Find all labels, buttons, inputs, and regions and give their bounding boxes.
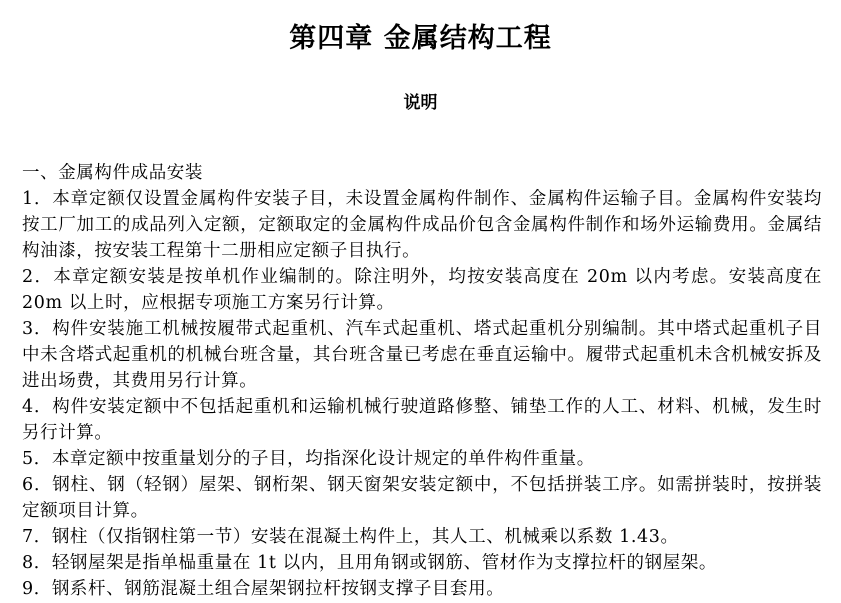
section-subtitle: 说明: [403, 93, 438, 113]
paragraph-3: 3．构件安装施工机械按履带式起重机、汽车式起重机、塔式起重机分别编制。其中塔式起重机子目中未含塔式起重机的机械台班含量，其台班含量已考虑在垂直运输中。履带式起重机未含机械安拆及进出场费，其费用另行计算。: [22, 319, 822, 391]
paragraph-2: 2．本章定额安装是按单机作业编制的。除注明外，均按安装高度在 20m 以内考虑。安装高度在 20m 以上时，应根据专项施工方案另行计算。: [22, 267, 822, 313]
paragraph-9: 9．钢系杆、钢筋混凝土组合屋架钢拉杆按钢支撑子目套用。: [22, 579, 505, 599]
paragraph-8: 8．轻钢屋架是指单榀重量在 1t 以内，且用角钢或钢筋、管材作为支撑拉杆的钢屋架。: [22, 553, 718, 573]
paragraph-1: 1．本章定额仅设置金属构件安装子目，未设置金属构件制作、金属构件运输子目。金属构件安装均按工厂加工的成品列入定额，定额取定的金属构件成品价包含金属构件制作和场外运输费用。金属结构油漆，按安装工程第十二册相应定额子目执行。: [22, 189, 822, 261]
paragraph-6: 6．钢柱、钢（轻钢）屋架、钢桁架、钢天窗架安装定额中，不包括拼装工序。如需拼装时，按拼装定额项目计算。: [22, 475, 822, 521]
paragraph-7: 7．钢柱（仅指钢柱第一节）安装在混凝土构件上，其人工、机械乘以系数 1.43。: [22, 527, 679, 547]
section-heading: 一、金属构件成品安装: [22, 163, 203, 183]
document-body: [22, 160, 822, 602]
paragraph-4: 4．构件安装定额中不包括起重机和运输机械行驶道路修整、铺垫工作的人工、材料、机械，发生时另行计算。: [22, 397, 822, 443]
chapter-title: 第四章 金属结构工程: [289, 23, 552, 54]
paragraph-5: 5．本章定额中按重量划分的子目，均指深化设计规定的单件构件重量。: [22, 449, 595, 469]
